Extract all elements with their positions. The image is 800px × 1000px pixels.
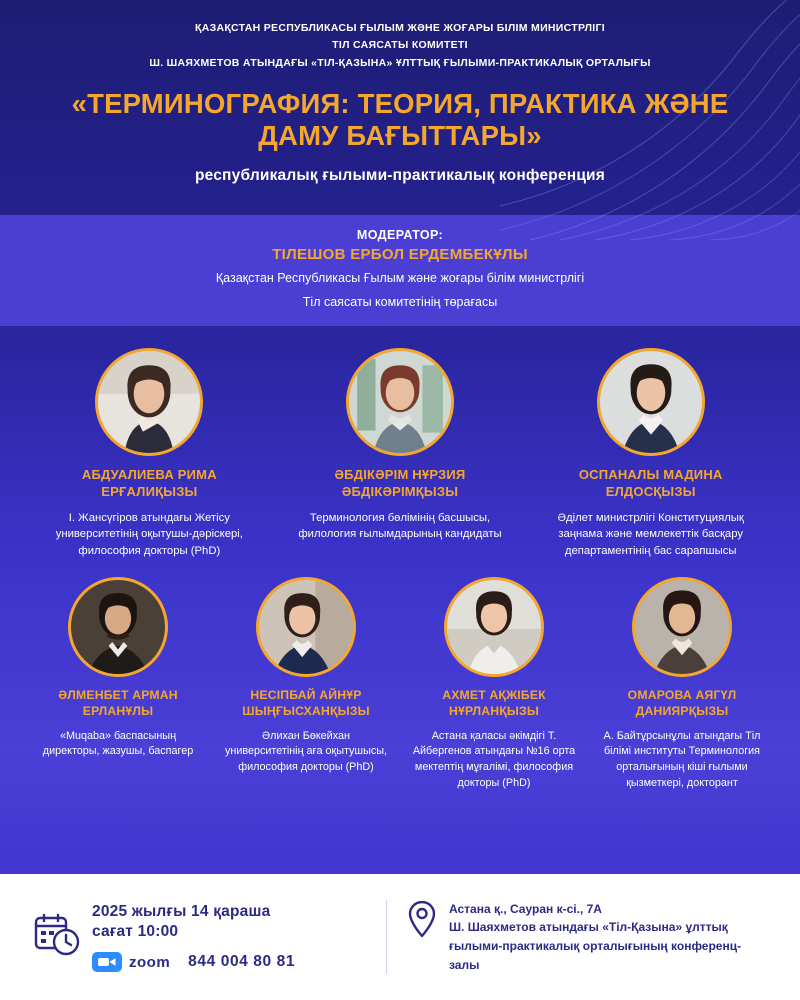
event-time: сағат 10:00 <box>92 923 179 940</box>
speaker-card <box>400 577 588 791</box>
speaker-card <box>24 577 212 791</box>
speaker-name-line-2: НҰРЛАНҚЫЗЫ <box>448 703 540 718</box>
calendar-clock-icon <box>34 912 80 963</box>
speaker-name-line-1: ӘБДІКӘРІМ НҰРЗИЯ <box>334 467 466 483</box>
speaker-name-line-1: ОМАРОВА АЯГҮЛ <box>627 687 737 702</box>
speaker-card <box>525 348 776 559</box>
speaker-name-line-1: ӘЛМЕНБЕТ АРМАН <box>58 687 178 702</box>
zoom-row <box>92 952 295 972</box>
speaker-name-line-1: АБДУАЛИЕВА РИМА <box>81 467 217 483</box>
speaker-description: А. Байтұрсынұлы атындағы Тіл білімі институты Терминология орталығының кіші ғылыми қызметкері, докторант <box>603 729 761 789</box>
speaker-name <box>222 688 390 720</box>
speaker-name-line-1: ОСПАНАЛЫ МАДИНА <box>578 467 723 483</box>
speakers-row-2 <box>0 577 800 791</box>
speaker-name <box>285 467 516 501</box>
moderator-label: МОДЕРАТОР: <box>356 227 444 242</box>
poster-header <box>0 0 800 199</box>
page-title-line-2: ДАМУ БАҒЫТТАРЫ» <box>258 120 542 152</box>
moderator-name: ТІЛЕШОВ ЕРБОЛ ЕРДЕМБЕКҰЛЫ <box>272 245 528 263</box>
zoom-camera-icon <box>92 952 122 972</box>
organizer-line-1: ҚАЗАҚСТАН РЕСПУБЛИКАСЫ ҒЫЛЫМ ЖӘНЕ ЖОҒАРЫ БІЛІМ МИНИСТРЛІГІ <box>195 22 605 34</box>
page-title <box>40 88 760 153</box>
speaker-card <box>212 577 400 791</box>
speaker-name <box>34 467 265 501</box>
speaker-description: Терминология бөлімінің басшысы, филология ғылымдарының кандидаты <box>298 511 502 541</box>
avatar <box>68 577 168 677</box>
page-title-line-1: «ТЕРМИНОГРАФИЯ: ТЕОРИЯ, ПРАКТИКА ЖӘНЕ <box>71 87 729 119</box>
datetime-text <box>92 902 295 972</box>
speaker-card <box>24 348 275 559</box>
moderator-band <box>0 215 800 326</box>
speaker-name-line-2: ЕРҒАЛИҚЫЗЫ <box>101 483 198 499</box>
poster-footer <box>0 874 800 1000</box>
avatar <box>444 577 544 677</box>
avatar <box>256 577 356 677</box>
organizer-line-3: Ш. ШАЯХМЕТОВ АТЫНДАҒЫ «ТІЛ-ҚАЗЫНА» ҰЛТТЫҚ ҒЫЛЫМИ-ПРАКТИКАЛЫҚ ОРТАЛЫҒЫ <box>149 56 651 69</box>
speaker-description: І. Жансүгіров атындағы Жетісу университетінің оқытушы-дәріскері, философия докторы (PhD) <box>55 511 243 557</box>
footer-divider <box>386 900 387 974</box>
speakers-row-1 <box>0 348 800 559</box>
map-pin-icon <box>407 900 437 943</box>
speaker-name-line-2: ДАНИЯРҚЫЗЫ <box>635 703 729 718</box>
avatar <box>632 577 732 677</box>
speaker-card <box>588 577 776 791</box>
speaker-description: Әлихан Бөкейхан университетінің аға оқытушысы, философия докторы (PhD) <box>224 729 388 773</box>
address-line-1: Астана қ., Сауран к-сі., 7А <box>449 901 602 916</box>
speaker-name-line-2: ЕЛДОСҚЫЗЫ <box>605 483 696 499</box>
footer-address-block <box>407 900 766 974</box>
address-text <box>449 900 766 974</box>
speaker-name-line-1: АХМЕТ АҚЖІБЕК <box>442 687 546 702</box>
speaker-name <box>535 467 766 501</box>
avatar <box>346 348 454 456</box>
speaker-name-line-2: ЕРЛАНҰЛЫ <box>82 703 154 718</box>
address-line-2: Ш. Шаяхметов атындағы «Тіл-Қазына» ұлттық <box>449 920 728 935</box>
avatar <box>95 348 203 456</box>
speaker-description: Әділет министрлігі Конституциялық заңнама және мемлекеттік басқару департаментінің бас сарапшысы <box>557 511 744 557</box>
speaker-description: Астана қаласы әкімдігі Т. Айбергенов атындағы №16 орта мектептің мұғалімі, философия докторы (PhD) <box>412 729 576 789</box>
speaker-name <box>410 688 578 720</box>
moderator-desc-line-1: Қазақстан Республикасы Ғылым және жоғары білім министрлігі <box>215 270 585 285</box>
zoom-label: zoom <box>129 953 171 971</box>
moderator-desc-line-2: Тіл саясаты комитетінің төрағасы <box>302 294 498 309</box>
speaker-name-line-1: НЕСІПБАЙ АЙНҰР <box>250 687 362 702</box>
organizer-line-2: ТІЛ САЯСАТЫ КОМИТЕТІ <box>332 39 468 52</box>
zoom-meeting-id: 844 004 80 81 <box>188 953 296 971</box>
speaker-card <box>275 348 526 559</box>
avatar <box>597 348 705 456</box>
speaker-description: «Muqaba» баспасының директоры, жазушы, баспагер <box>42 729 194 758</box>
event-date: 2025 жылғы 14 қараша <box>92 902 271 920</box>
footer-datetime-block <box>34 902 382 972</box>
address-line-3: ғылыми-практикалық орталығының конференц-залы <box>449 939 742 972</box>
speaker-name <box>34 688 202 720</box>
speaker-name-line-2: ӘБДІКӘРІМҚЫЗЫ <box>341 483 459 499</box>
page-subtitle: республикалық ғылыми-практикалық конференция <box>194 166 606 184</box>
speaker-name <box>598 688 766 720</box>
speaker-name-line-2: ШЫҢҒЫСХАНҚЫЗЫ <box>242 703 370 718</box>
